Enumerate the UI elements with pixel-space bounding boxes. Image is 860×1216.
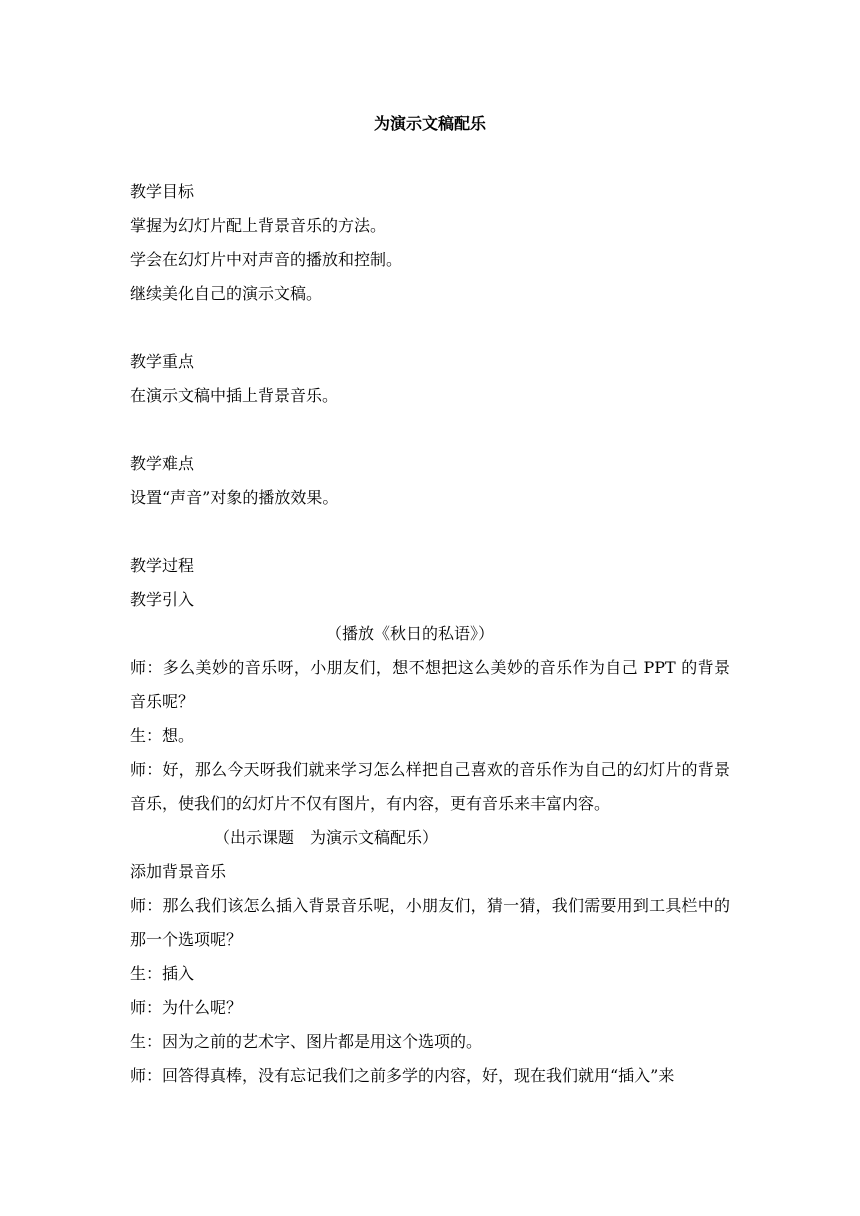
add-music-heading: 添加背景音乐: [130, 862, 227, 881]
document-body: [130, 107, 730, 1093]
dialogue-line: 生：想。: [130, 726, 195, 745]
dialogue-line: 师：好，那么今天呀我们就来学习怎么样把自己喜欢的音乐作为自己的幻灯片的背景音乐，使我们的幻灯片不仅有图片，有内容，更有音乐来丰富内容。: [130, 760, 730, 813]
dialogue-line: 师：那么我们该怎么插入背景音乐呢，小朋友们，猜一猜，我们需要用到工具栏中的那一个选项呢？: [130, 896, 730, 949]
blank-line: [130, 311, 730, 345]
objectives-heading: 教学目标: [130, 182, 195, 201]
objective-item-1: 掌握为幻灯片配上背景音乐的方法。: [130, 216, 387, 235]
dialogue-line: 师：回答得真棒，没有忘记我们之前多学的内容，好，现在我们就用“插入”来: [130, 1066, 675, 1085]
blank-line: [130, 413, 730, 447]
topic-note: （出示课题 为演示文稿配乐）: [214, 828, 439, 847]
dialogue-line: 生：插入: [130, 964, 195, 983]
blank-line: [130, 515, 730, 549]
intro-heading: 教学引入: [130, 590, 195, 609]
document-title: 为演示文稿配乐: [373, 114, 486, 133]
process-heading: 教学过程: [130, 556, 195, 575]
difficulty-text: 设置“声音”对象的播放效果。: [130, 488, 339, 507]
difficulty-heading: 教学难点: [130, 454, 195, 473]
objective-item-2: 学会在幻灯片中对声音的播放和控制。: [130, 250, 403, 269]
key-point-heading: 教学重点: [130, 352, 195, 371]
dialogue-line: 生：因为之前的艺术字、图片都是用这个选项的。: [130, 1032, 483, 1051]
dialogue-line: 师：多么美妙的音乐呀，小朋友们，想不想把这么美妙的音乐作为自己 PPT 的背景音乐呢？: [130, 658, 730, 711]
play-note: （播放《秋日的私语》）: [326, 624, 495, 643]
key-point-text: 在演示文稿中插上背景音乐。: [130, 386, 339, 405]
objective-item-3: 继续美化自己的演示文稿。: [130, 284, 323, 303]
dialogue-line: 师：为什么呢？: [130, 998, 243, 1017]
